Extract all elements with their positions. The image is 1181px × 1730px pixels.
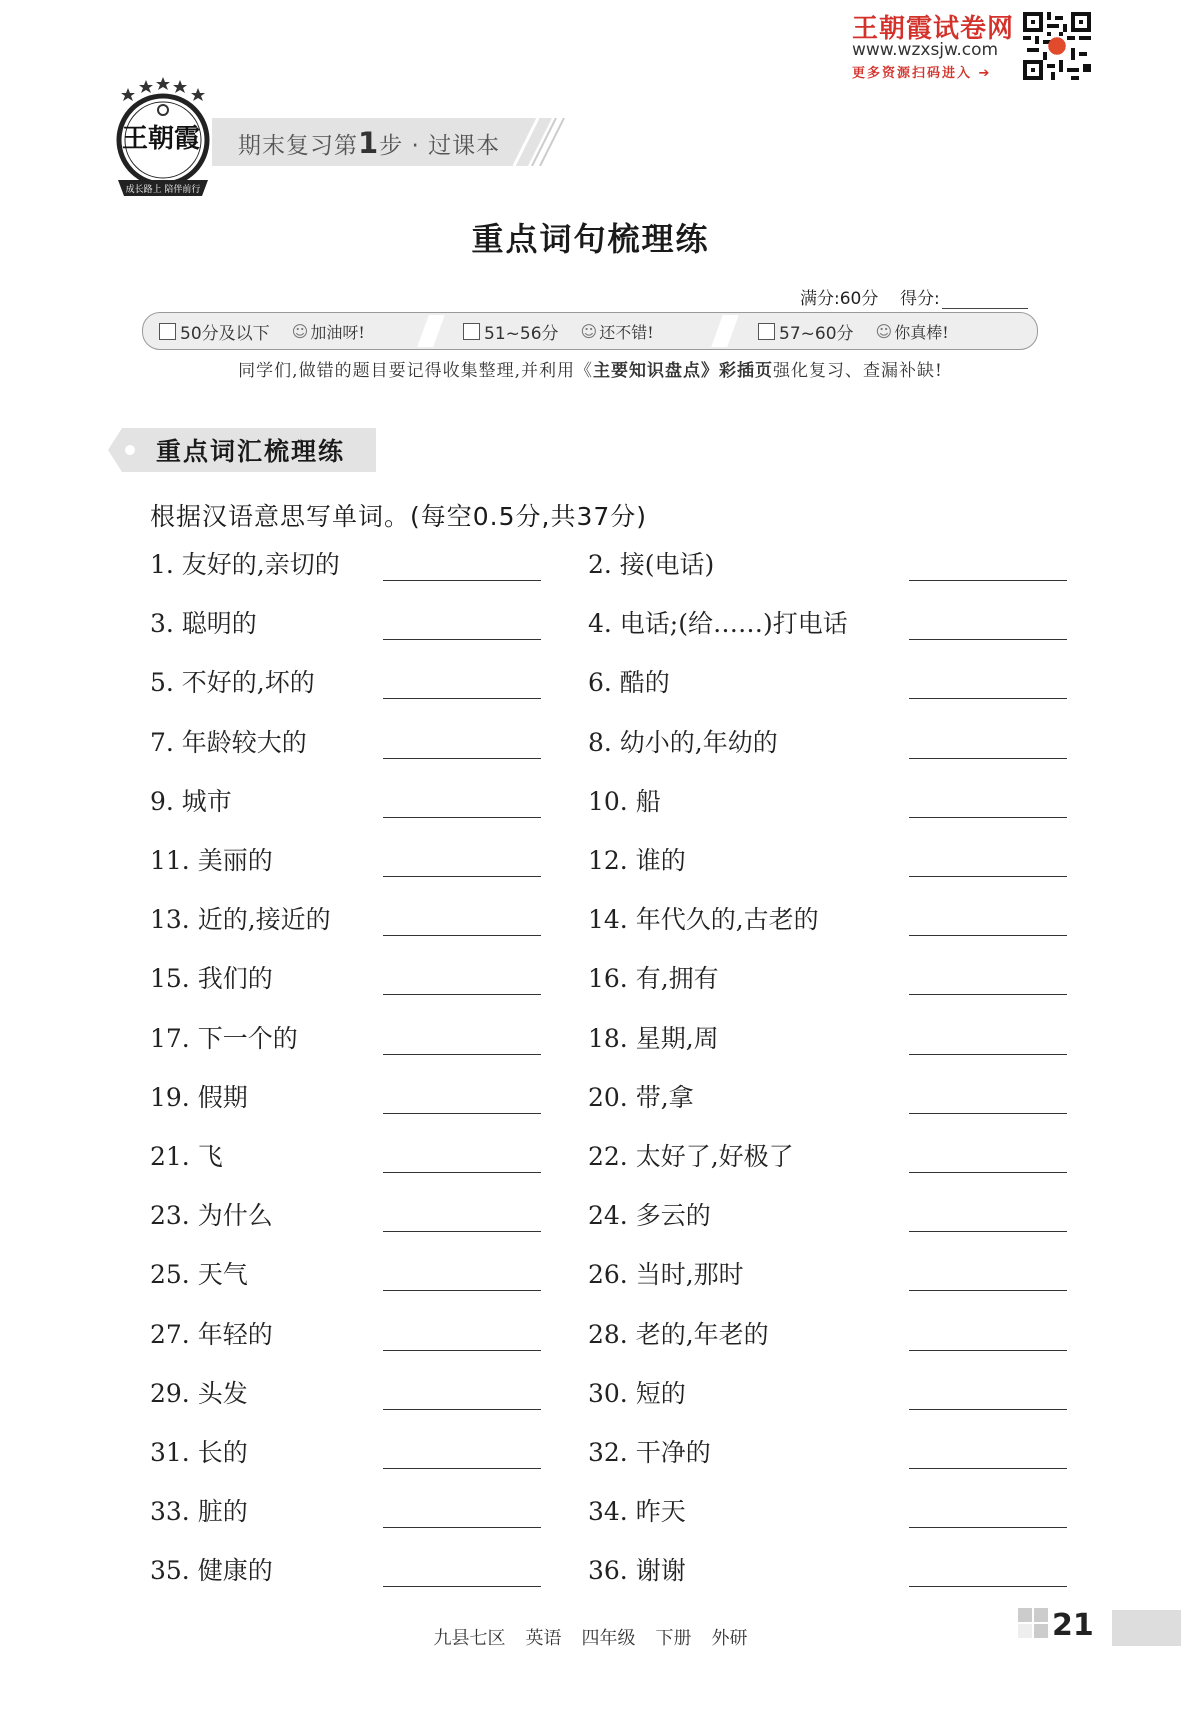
answer-blank[interactable]: [383, 639, 541, 640]
question-item: 2. 接(电话): [588, 550, 715, 579]
question-item: 12. 谁的: [588, 846, 686, 875]
answer-blank[interactable]: [909, 580, 1067, 581]
answer-blank[interactable]: [383, 1172, 541, 1173]
question-item: 16. 有,拥有: [588, 964, 719, 993]
score-field[interactable]: [942, 292, 1028, 309]
question-item: 26. 当时,那时: [588, 1260, 744, 1289]
answer-blank[interactable]: [383, 1409, 541, 1410]
question-item: 33. 脏的: [150, 1497, 248, 1526]
instruction: 根据汉语意思写单词。(每空0.5分,共37分): [150, 502, 648, 531]
question-item: 17. 下一个的: [150, 1024, 298, 1053]
question-item: 22. 太好了,好极了: [588, 1142, 794, 1171]
answer-blank[interactable]: [909, 817, 1067, 818]
page-title: 重点词句梳理练: [471, 220, 710, 258]
brand-tagline: 更多资源扫码进入 ➔: [852, 66, 992, 81]
question-item: 25. 天气: [150, 1260, 248, 1289]
answer-blank[interactable]: [383, 1350, 541, 1351]
answer-blank[interactable]: [383, 1054, 541, 1055]
question-item: 3. 聪明的: [150, 609, 257, 638]
answer-blank[interactable]: [383, 1468, 541, 1469]
question-item: 8. 幼小的,年幼的: [588, 728, 778, 757]
answer-blank[interactable]: [383, 1231, 541, 1232]
full-score: 满分:60分: [800, 289, 879, 309]
question-item: 36. 谢谢: [588, 1556, 686, 1585]
question-item: 6. 酷的: [588, 668, 670, 697]
question-item: 34. 昨天: [588, 1497, 686, 1526]
question-item: 29. 头发: [150, 1379, 248, 1408]
step-banner-text: 期末复习第1步 · 过课本: [238, 126, 501, 160]
score-label: 得分:: [899, 289, 940, 309]
answer-blank[interactable]: [383, 758, 541, 759]
checkbox[interactable]: [159, 323, 176, 340]
question-item: 13. 近的,接近的: [150, 905, 331, 934]
answer-blank[interactable]: [909, 1468, 1067, 1469]
answer-blank[interactable]: [383, 698, 541, 699]
score-info: [800, 284, 1028, 309]
answer-blank[interactable]: [909, 1054, 1067, 1055]
section-title: 重点词汇梳理练: [156, 437, 346, 466]
answer-blank[interactable]: [909, 1290, 1067, 1291]
question-item: 1. 友好的,亲切的: [150, 550, 340, 579]
question-item: 11. 美丽的: [150, 846, 273, 875]
answer-blank[interactable]: [383, 1113, 541, 1114]
answer-blank[interactable]: [909, 1409, 1067, 1410]
footer: 九县七区 英语 四年级 下册 外研: [433, 1628, 748, 1649]
face-icon: ☺: [875, 321, 893, 341]
answer-blank[interactable]: [909, 1350, 1067, 1351]
answer-blank[interactable]: [383, 935, 541, 936]
question-item: 30. 短的: [588, 1379, 686, 1408]
face-icon: ☺: [291, 321, 309, 341]
answer-blank[interactable]: [909, 758, 1067, 759]
answer-blank[interactable]: [909, 876, 1067, 877]
answer-blank[interactable]: [383, 1586, 541, 1587]
question-item: 28. 老的,年老的: [588, 1320, 769, 1349]
answer-blank[interactable]: [909, 994, 1067, 995]
question-item: 27. 年轻的: [150, 1320, 273, 1349]
page-number: 21: [1052, 1608, 1094, 1643]
rating-option-high[interactable]: 57~60分 ☺ 你真棒!: [758, 313, 949, 349]
brand-name: 王朝霞试卷网: [852, 14, 1015, 44]
answer-blank[interactable]: [383, 994, 541, 995]
question-item: 7. 年龄较大的: [150, 728, 307, 757]
answer-blank[interactable]: [909, 935, 1067, 936]
question-item: 4. 电话;(给……)打电话: [588, 609, 848, 638]
question-item: 18. 星期,周: [588, 1024, 719, 1053]
qr-code-icon[interactable]: [1023, 12, 1091, 80]
answer-blank[interactable]: [383, 580, 541, 581]
brand-url[interactable]: www.wzxsjw.com: [852, 40, 999, 60]
notice-text: 同学们,做错的题目要记得收集整理,并利用《主要知识盘点》彩插页强化复习、查漏补缺!: [238, 361, 943, 381]
question-item: 24. 多云的: [588, 1201, 711, 1230]
answer-blank[interactable]: [383, 1527, 541, 1528]
page-bar: [1112, 1610, 1181, 1646]
answer-blank[interactable]: [383, 876, 541, 877]
answer-blank[interactable]: [909, 1113, 1067, 1114]
checkbox[interactable]: [463, 323, 480, 340]
answer-blank[interactable]: [909, 1586, 1067, 1587]
answer-blank[interactable]: [909, 1231, 1067, 1232]
answer-blank[interactable]: [909, 1172, 1067, 1173]
answer-blank[interactable]: [909, 1527, 1067, 1528]
question-item: 15. 我们的: [150, 964, 273, 993]
question-item: 21. 飞: [150, 1142, 223, 1171]
answer-blank[interactable]: [909, 698, 1067, 699]
question-item: 23. 为什么: [150, 1201, 273, 1230]
question-item: 14. 年代久的,古老的: [588, 905, 819, 934]
answer-blank[interactable]: [383, 817, 541, 818]
rating-bar: [142, 312, 1038, 350]
question-item: 9. 城市: [150, 787, 232, 816]
answer-blank[interactable]: [383, 1290, 541, 1291]
rating-option-mid[interactable]: 51~56分 ☺ 还不错!: [463, 313, 654, 349]
question-item: 31. 长的: [150, 1438, 248, 1467]
face-icon: ☺: [580, 321, 598, 341]
answer-blank[interactable]: [909, 639, 1067, 640]
question-item: 35. 健康的: [150, 1556, 273, 1585]
question-item: 32. 干净的: [588, 1438, 711, 1467]
checkbox[interactable]: [758, 323, 775, 340]
svg-text:成长路上 陪伴前行: 成长路上 陪伴前行: [125, 185, 201, 195]
rating-option-low[interactable]: 50分及以下 ☺ 加油呀!: [159, 313, 365, 349]
question-item: 20. 带,拿: [588, 1083, 694, 1112]
question-item: 10. 船: [588, 787, 661, 816]
logo-text: 王朝霞: [122, 124, 201, 154]
question-item: 19. 假期: [150, 1083, 248, 1112]
question-item: 5. 不好的,坏的: [150, 668, 315, 697]
